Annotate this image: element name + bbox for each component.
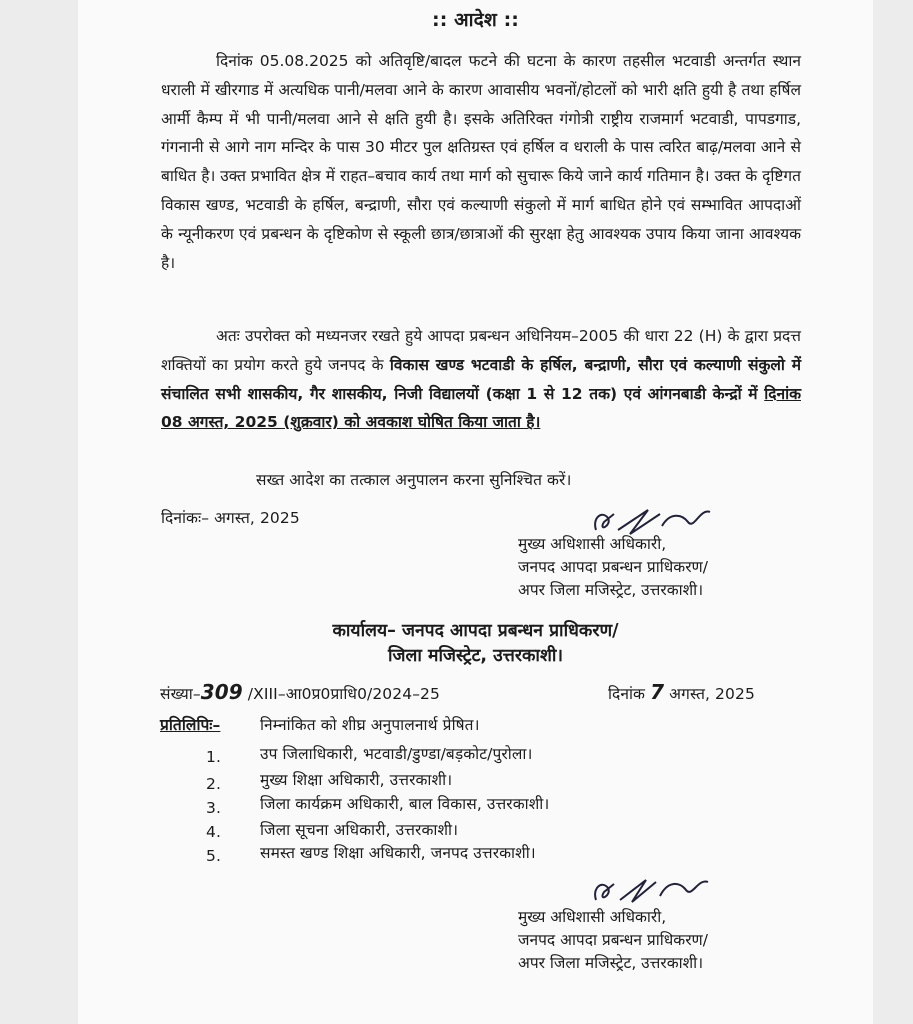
- copy-item-number: 3.: [206, 799, 221, 817]
- order-title: :: आदेश ::: [432, 9, 519, 31]
- reference-date: [608, 680, 755, 704]
- reference-number-suffix: /XIII–आ0प्र0प्राधि0/2024–25: [247, 685, 440, 703]
- signature-block-1: [518, 533, 708, 602]
- reference-date-label: दिनांक: [608, 685, 646, 703]
- copy-item: उप जिलाधिकारी, भटवाडी/डुण्डा/बड़कोट/पुरोला।: [260, 745, 533, 763]
- signature-block-2: [518, 906, 708, 975]
- document-page: [78, 0, 873, 1024]
- reference-number: [160, 680, 440, 704]
- copy-item: समस्त खण्ड शिक्षा अधिकारी, जनपद उत्तरकाशी।: [260, 844, 536, 862]
- office-heading-line-1: कार्यालय– जनपद आपदा प्रबन्धन प्राधिकरण/: [332, 621, 619, 641]
- scan-border-left: [0, 0, 78, 1024]
- copy-label: प्रतिलिपिः–: [160, 716, 221, 734]
- order-paragraph-2-text: अतः उपरोक्त को मध्यनजर रखते हुये आपदा प्रबन्धन अधिनियम–2005 की धारा 22 (H) के द्वारा प्रदत्त शक्तियों का प्रयोग करते हुये जनपद के: [161, 327, 801, 374]
- copy-item-number: 4.: [206, 823, 221, 841]
- signature-authority: जनपद आपदा प्रबन्धन प्राधिकरण/: [518, 931, 708, 949]
- signature-designation: अपर जिला मजिस्ट्रेट, उत्तरकाशी।: [518, 581, 704, 599]
- signature-designation: अपर जिला मजिस्ट्रेट, उत्तरकाशी।: [518, 954, 704, 972]
- reference-number-value: 309: [200, 680, 243, 704]
- date-line: दिनांकः– अगस्त, 2025: [161, 509, 300, 527]
- copy-item: जिला कार्यक्रम अधिकारी, बाल विकास, उत्तरकाशी।: [260, 795, 550, 813]
- compliance-text: सख्त आदेश का तत्काल अनुपालन करना सुनिश्चित करें।: [256, 471, 572, 489]
- signature-authority: जनपद आपदा प्रबन्धन प्राधिकरण/: [518, 558, 708, 576]
- office-heading-line-2: जिला मजिस्ट्रेट, उत्तरकाशी।: [387, 646, 564, 666]
- holiday-declaration: दिनांक 08 अगस्त, 2025 (शुक्रवार) को अवकाश घोषित किया जाता है।: [161, 384, 801, 432]
- reference-date-value: 7: [650, 680, 665, 704]
- copy-item-number: 1.: [206, 748, 221, 766]
- order-paragraph-1-text: दिनांक 05.08.2025 को अतिवृष्टि/बादल फटने की घटना के कारण तहसील भटवाडी अन्तर्गत स्थान धराली में खीरगाड में अत्यधिक पानी/मलवा आने के कारण आवासीय भवनों/होटलों को भारी क्षति हुयी है तथा हर्षिल आर्मी कैम्प में भी पानी/मलवा आने से क्षति हुयी है। इसके अतिरिक्त गंगोत्री राष्ट्रीय राजमार्ग भटवाडी, पापडगाड, गंगनानी से आगे नाग मन्दिर के पास 30 मीटर पुल क्षतिग्रस्त एवं हर्षिल व धराली के पास त्वरित बाढ़/मलवा आने से बाधित है। उक्त प्रभावित क्षेत्र में राहत–बचाव कार्य तथा मार्ग को सुचारू किये जाने कार्य गतिमान है। उक्त के दृष्टिगत विकास खण्ड, भटवाडी के हर्षिल, बन्द्राणी, सौरा एवं कल्याणी संकुलो में मार्ग बाधित होने एवं सम्भावित आपदाओं के न्यूनीकरण एवं प्रबन्धन के दृष्टिकोण से स्कूली छात्र/छात्राओं की सुरक्षा हेतु आवश्यक उपाय किया जाना आवश्यक है।: [161, 52, 801, 272]
- copy-item: जिला सूचना अधिकारी, उत्तरकाशी।: [260, 821, 459, 839]
- copy-item-number: 5.: [206, 847, 221, 865]
- copy-item: मुख्य शिक्षा अधिकारी, उत्तरकाशी।: [260, 771, 453, 789]
- signature-title: मुख्य अधिशासी अधिकारी,: [518, 535, 667, 553]
- reference-number-label: संख्या–: [160, 685, 201, 703]
- signature-title: मुख्य अधिशासी अधिकारी,: [518, 908, 667, 926]
- copy-item-number: 2.: [206, 775, 221, 793]
- reference-date-suffix: अगस्त, 2025: [669, 685, 755, 703]
- order-paragraph-2: [161, 322, 801, 437]
- scan-border-right: [873, 0, 913, 1024]
- copy-intro: निम्नांकित को शीघ्र अनुपालनार्थ प्रेषित।: [260, 716, 480, 734]
- order-paragraph-1: [161, 47, 801, 277]
- order-paragraph-2-bold: विकास खण्ड भटवाडी के हर्षिल, बन्द्राणी, सौरा एवं कल्याणी संकुलो में संचालित सभी शासकीय, गैर शासकीय, निजी विद्यालयों (कक्षा 1 से 12 तक) एवं आंगनबाडी केन्द्रों में: [161, 355, 801, 403]
